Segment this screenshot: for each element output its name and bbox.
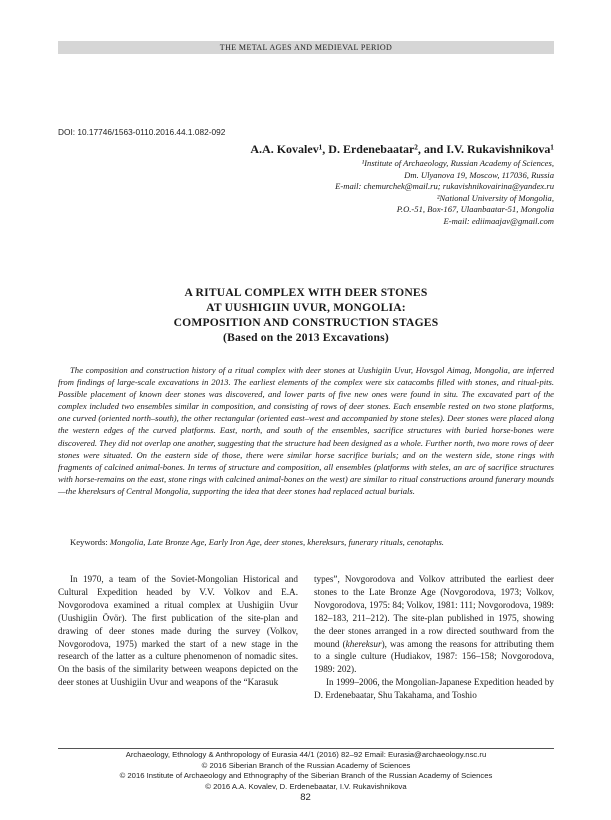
title-line: (Based on the 2013 Excavations) — [223, 331, 389, 344]
body-paragraph — [314, 573, 554, 676]
body-column-left — [58, 573, 298, 689]
footer — [58, 750, 554, 792]
authors-block — [134, 142, 554, 228]
term-khereksur: khereksur — [345, 638, 382, 649]
section-header: THE METAL AGES AND MEDIEVAL PERIOD — [219, 43, 393, 52]
doi[interactable]: DOI: 10.17746/1563-0110.2016.44.1.082-092 — [58, 127, 226, 137]
article-title — [58, 285, 554, 345]
affiliation-line: P.O.-51, Box-167, Ulaanbaatar-51, Mongolia — [396, 204, 554, 215]
affiliation-line: Dm. Ulyanova 19, Moscow, 117036, Russia — [404, 169, 554, 180]
keywords-label: Keywords: — [70, 537, 108, 547]
body-paragraph: In 1999–2006, the Mongolian-Japanese Expedition headed by D. Erdenebaatar, Shu Takahama, and Toshio — [314, 677, 554, 701]
journal-citation: Archaeology, Ethnology & Anthropology of Eurasia 44/1 (2016) 82–92 Email: Eurasia@archaeology.nsc.ru — [125, 750, 487, 759]
abstract: The composition and construction history of a ritual complex with deer stones at Uushigiin Uvur, Hovsgol Aimag, Mongolia, are inferred from findings of large-scale excavations in 2013. The earliest elements of the complex were six catacombs filled with stones, and ritual-pits. Possible placement of known deer stones was discovered, and lower parts of five new ones were found in situ. The excavated part of the complex included two ensembles similar in composition, and consisting of rows of deer stones. Each ensemble rested on two stone platforms, one curved (oriented north–south), the other rectangular (oriented east–west and accompanied by stone steles). Deer stones were placed along the western edges of the curved platforms. East, north, and south of the ensembles, sacrifice structures with buried horse-bones were discovered. They did not overlap one another, suggesting that the structure had been designed as a whole. Further north, two more rows of deer stones were situated. On the eastern side of those, there were similar horse sacrifice burials; and on the western side, stone rings with fragments of calcined animal-bones. In terms of structure and composition, all ensembles (platforms with steles, an arc of sacrifice structures with horse-remains on the east, stone rings with calcined animal-bones on the west) are similar to ritual constructions around funerary mounds—the khereksurs of Central Mongolia, supporting the idea that deer stones had replaced actual burials. — [58, 365, 554, 496]
title-line: COMPOSITION AND CONSTRUCTION STAGES — [173, 316, 439, 329]
copyright-line: © 2016 Institute of Archaeology and Ethnography of the Siberian Branch of the Russian Academy of Sciences — [119, 771, 493, 781]
footer-divider — [58, 748, 554, 749]
body-text: types”, Novgorodova and Volkov attributed the earliest deer stones to the Late Bronze Age (Novgorodova, 1973; Volkov, Novgorodova, 1975: 84; Volkov, 1981: 111; Novgorodova, 1989: 182–183, 211–212). The site-plan published in 1975, showing the deer stones arranged in a row directed southward from the mound ( — [314, 574, 554, 649]
affiliation-line: ¹Institute of Archaeology, Russian Academy of Sciences, — [361, 158, 554, 168]
copyright-line: © 2016 A.A. Kovalev, D. Erdenebaatar, I.V. Rukavishnikova — [205, 781, 407, 791]
title-line: A RITUAL COMPLEX WITH DEER STONES — [184, 286, 428, 299]
title-line: AT UUSHIGIIN UVUR, MONGOLIA: — [206, 301, 406, 314]
body-paragraph: In 1970, a team of the Soviet-Mongolian Historical and Cultural Expedition headed by V.V. Volkov and E.A. Novgorodova examined a ritual complex at Uushigiin Uvur (Uushigiin Övör). The first publication of the site-plan and drawing of deer stones made during the survey (Volkov, Novgorodova, 1975) marked the start of a new stage in the research of the latter as a culture phenomenon of nomadic sites. On the basis of the similarity between weapons depicted on the deer stones at Uushigiin Uvur and weapons of the “Karasuk — [58, 574, 298, 688]
author-names: A.A. Kovalev¹, D. Erdenebaatar², and I.V. Rukavishnikova¹ — [250, 142, 554, 156]
body-column-right — [314, 573, 554, 702]
body-text: ), was among the reasons for attributing them to a single culture (Hudiakov, 1987: 156–158; Novgorodova, 1989: 202). — [314, 638, 554, 675]
keywords-value: Mongolia, Late Bronze Age, Early Iron Age, deer stones, khereksurs, funerary rituals, cenotaphs. — [109, 537, 444, 547]
affiliation-line: ²National University of Mongolia, — [436, 192, 554, 203]
email-line[interactable]: E-mail: ediimaajav@gmail.com — [443, 215, 554, 226]
copyright-line: © 2016 Siberian Branch of the Russian Academy of Sciences — [201, 760, 411, 770]
keywords — [58, 536, 554, 548]
page-number: 82 — [300, 792, 311, 803]
email-line[interactable]: E-mail: chemurchek@mail.ru; rukavishnikovairina@yandex.ru — [335, 181, 554, 192]
